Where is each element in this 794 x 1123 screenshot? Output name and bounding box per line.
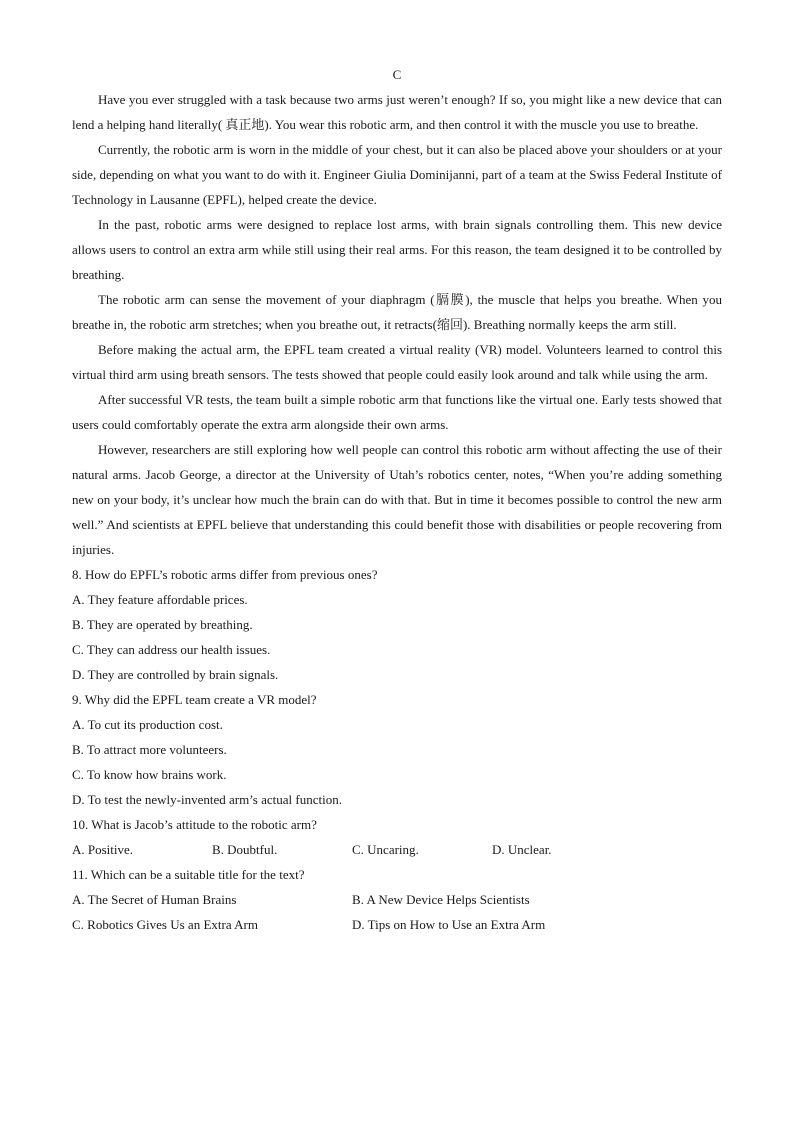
question-10	[72, 812, 722, 862]
paragraph-2: Currently, the robotic arm is worn in the middle of your chest, but it can also be placed above your shoulders or at your side, depending on what you want to do with it. Engineer Giulia Dominijanni, part of a team at the Swiss Federal Institute of Technology in Lausanne (EPFL), helped create the device.	[72, 142, 722, 207]
question-11-text: 11. Which can be a suitable title for the text?	[72, 867, 305, 882]
question-11-options-row-1	[72, 887, 722, 912]
question-9	[72, 687, 722, 812]
question-8-option-b: B. They are operated by breathing.	[72, 617, 253, 632]
question-10-option-a: A. Positive.	[72, 842, 134, 857]
question-10-option-d: D. Unclear.	[492, 842, 552, 857]
paragraph-7: However, researchers are still exploring how well people can control this robotic arm without affecting the use of their natural arms. Jacob George, a director at the University of Utah’s robotics center, notes, “When you’re adding something new on your body, it’s unclear how much the brain can do with that. But in time it becomes possible to control the new arm well.” And scientists at EPFL believe that understanding this could benefit those with disabilities or people recovering from injuries.	[72, 442, 722, 557]
paragraph-1: Have you ever struggled with a task because two arms just weren’t enough? If so, you might like a new device that can lend a helping hand literally( 真正地). You wear this robotic arm, and then control it with the muscle you use to breathe.	[72, 92, 722, 132]
question-11-option-c: C. Robotics Gives Us an Extra Arm	[72, 917, 258, 932]
question-11	[72, 862, 722, 937]
question-10-option-b: B. Doubtful.	[212, 842, 278, 857]
question-8-option-d: D. They are controlled by brain signals.	[72, 667, 279, 682]
question-9-option-b: B. To attract more volunteers.	[72, 742, 227, 757]
paragraph-5: Before making the actual arm, the EPFL team created a virtual reality (VR) model. Volunteers learned to control this virtual third arm using breath sensors. The tests showed that people could easily look around and talk while using the arm.	[72, 342, 722, 382]
document-page	[72, 62, 722, 937]
question-11-option-a: A. The Secret of Human Brains	[72, 892, 237, 907]
question-8	[72, 562, 722, 687]
question-9-text: 9. Why did the EPFL team create a VR model?	[72, 692, 317, 707]
question-10-text: 10. What is Jacob’s attitude to the robotic arm?	[72, 817, 317, 832]
question-11-option-d: D. Tips on How to Use an Extra Arm	[352, 917, 546, 932]
question-11-options-row-2	[72, 912, 722, 937]
paragraph-3: In the past, robotic arms were designed to replace lost arms, with brain signals controlling them. This new device allows users to control an extra arm while still using their real arms. For this reason, the team designed it to be controlled by breathing.	[72, 217, 722, 282]
question-9-option-d: D. To test the newly-invented arm’s actual function.	[72, 792, 342, 807]
passage-heading: C	[392, 67, 402, 82]
question-8-option-a: A. They feature affordable prices.	[72, 592, 248, 607]
question-8-text: 8. How do EPFL’s robotic arms differ from previous ones?	[72, 567, 378, 582]
question-10-option-c: C. Uncaring.	[352, 842, 419, 857]
question-8-option-c: C. They can address our health issues.	[72, 642, 271, 657]
question-11-option-b: B. A New Device Helps Scientists	[352, 892, 530, 907]
question-9-option-c: C. To know how brains work.	[72, 767, 227, 782]
paragraph-4: The robotic arm can sense the movement of your diaphragm (膈膜), the muscle that helps you breathe. When you breathe in, the robotic arm stretches; when you breathe out, it retracts(缩回). Breathing normally keeps the arm still.	[72, 292, 722, 332]
paragraph-6: After successful VR tests, the team built a simple robotic arm that functions like the virtual one. Early tests showed that users could comfortably operate the extra arm alongside their own arms.	[72, 392, 722, 432]
question-9-option-a: A. To cut its production cost.	[72, 717, 223, 732]
question-10-options	[72, 837, 722, 862]
